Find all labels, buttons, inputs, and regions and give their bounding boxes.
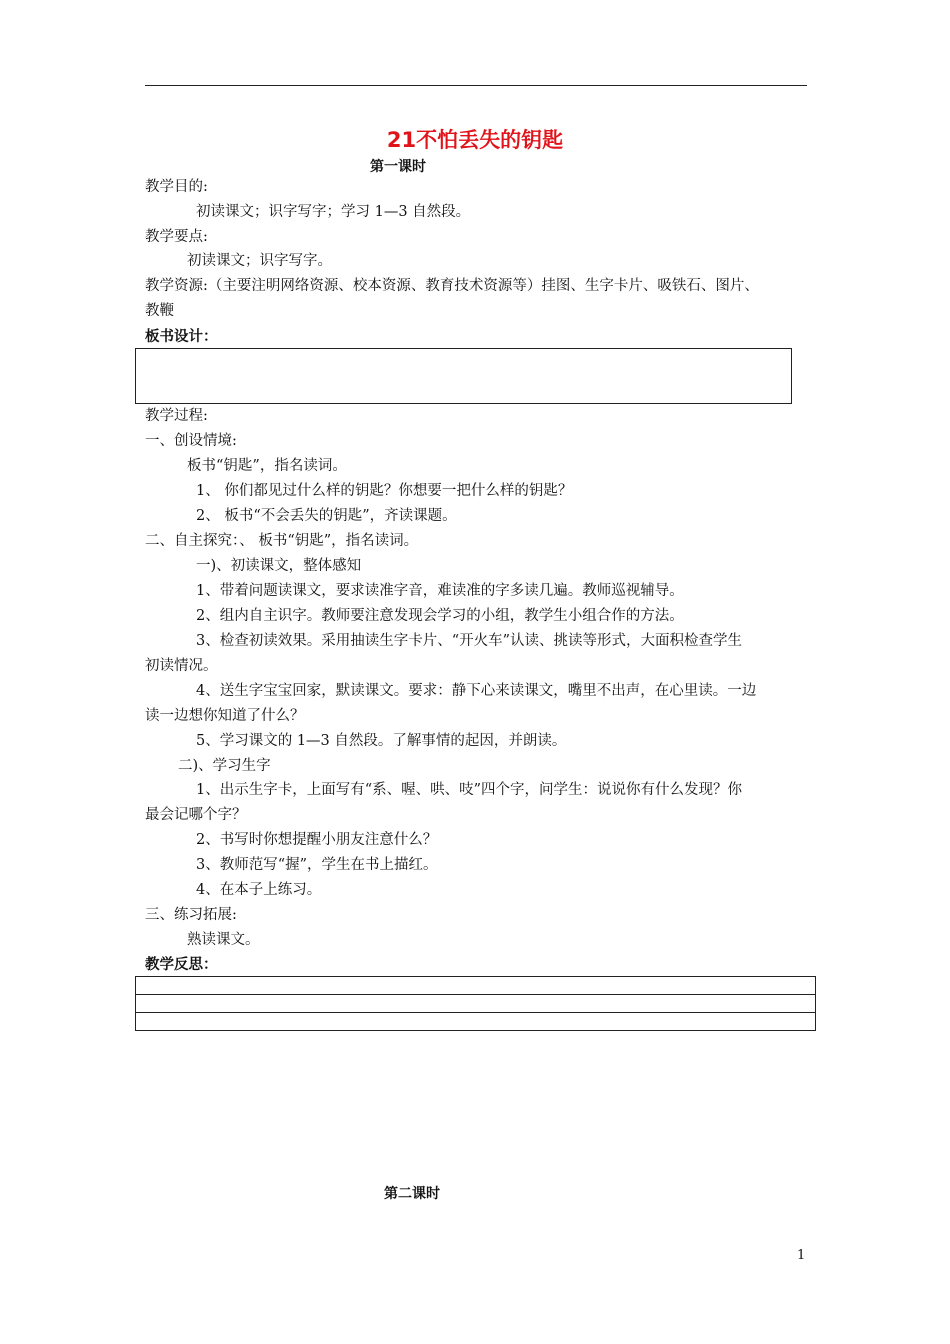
lesson-subtitle: 第一课时 xyxy=(370,159,426,175)
text-line: 熟读课文。 xyxy=(187,932,260,948)
text-line: 1、出示生字卡，上面写有“系、喔、哄、吱”四个字，问学生：说说你有什么发现？你 xyxy=(196,782,743,798)
text-line: 二)、学习生字 xyxy=(178,758,271,774)
second-lesson-heading: 第二课时 xyxy=(384,1186,440,1202)
board-design-heading: 板书设计： xyxy=(145,329,218,345)
text-line: 2、组内自主识字。教师要注意发现会学习的小组，教学生小组合作的方法。 xyxy=(196,608,684,624)
text-line: 1、带着问题读课文，要求读准字音，难读准的字多读几遍。教师巡视辅导。 xyxy=(196,583,684,599)
page-number: 1 xyxy=(797,1248,806,1263)
text-line: 4、在本子上练习。 xyxy=(196,882,322,898)
text-line: 一)、初读课文，整体感知 xyxy=(196,558,362,574)
text-line: 板书“钥匙”，指名读词。 xyxy=(187,458,347,474)
text-line: 初读情况。 xyxy=(145,658,218,674)
reflection-heading: 教学反思： xyxy=(145,957,218,973)
text-line: 教学要点: xyxy=(145,229,208,245)
board-design-box xyxy=(135,348,792,404)
text-line: 教学目的: xyxy=(145,179,208,195)
reflection-table xyxy=(135,976,816,1031)
text-line: 教学过程: xyxy=(145,408,208,424)
lesson-title: 21不怕丢失的钥匙 xyxy=(386,128,564,152)
text-line: 3、检查初读效果。采用抽读生字卡片、“开火车”认读、挑读等形式，大面积检查学生 xyxy=(196,633,743,649)
text-line: 教学资源:（主要注明网络资源、校本资源、教育技术资源等）挂图、生字卡片、吸铁石、图片、 xyxy=(145,278,759,294)
text-line: 三、练习拓展: xyxy=(145,907,237,923)
text-line: 最会记哪个字？ xyxy=(145,807,247,823)
text-line: 3、教师范写“握”，学生在书上描红。 xyxy=(196,857,438,873)
text-line: 读一边想你知道了什么？ xyxy=(145,708,305,724)
text-line: 教鞭 xyxy=(145,303,174,319)
text-line: 初读课文；识字写字。 xyxy=(187,253,332,269)
reflection-row xyxy=(136,977,815,995)
text-line: 一、创设情境: xyxy=(145,433,237,449)
text-line: 1、 你们都见过什么样的钥匙？你想要一把什么样的钥匙？ xyxy=(196,483,573,499)
reflection-row xyxy=(136,1013,815,1030)
text-line: 初读课文；识字写字；学习 1—3 自然段。 xyxy=(196,204,471,220)
header-rule xyxy=(145,85,807,86)
text-line: 2、 板书“不会丢失的钥匙”，齐读课题。 xyxy=(196,508,457,524)
text-line: 2、书写时你想提醒小朋友注意什么？ xyxy=(196,832,438,848)
reflection-row xyxy=(136,995,815,1013)
text-line: 4、送生字宝宝回家，默读课文。要求：静下心来读课文，嘴里不出声，在心里读。一边 xyxy=(196,683,757,699)
text-line: 5、学习课文的 1—3 自然段。了解事情的起因，并朗读。 xyxy=(196,733,567,749)
text-line: 二、自主探究：、 板书“钥匙”，指名读词。 xyxy=(145,533,419,549)
